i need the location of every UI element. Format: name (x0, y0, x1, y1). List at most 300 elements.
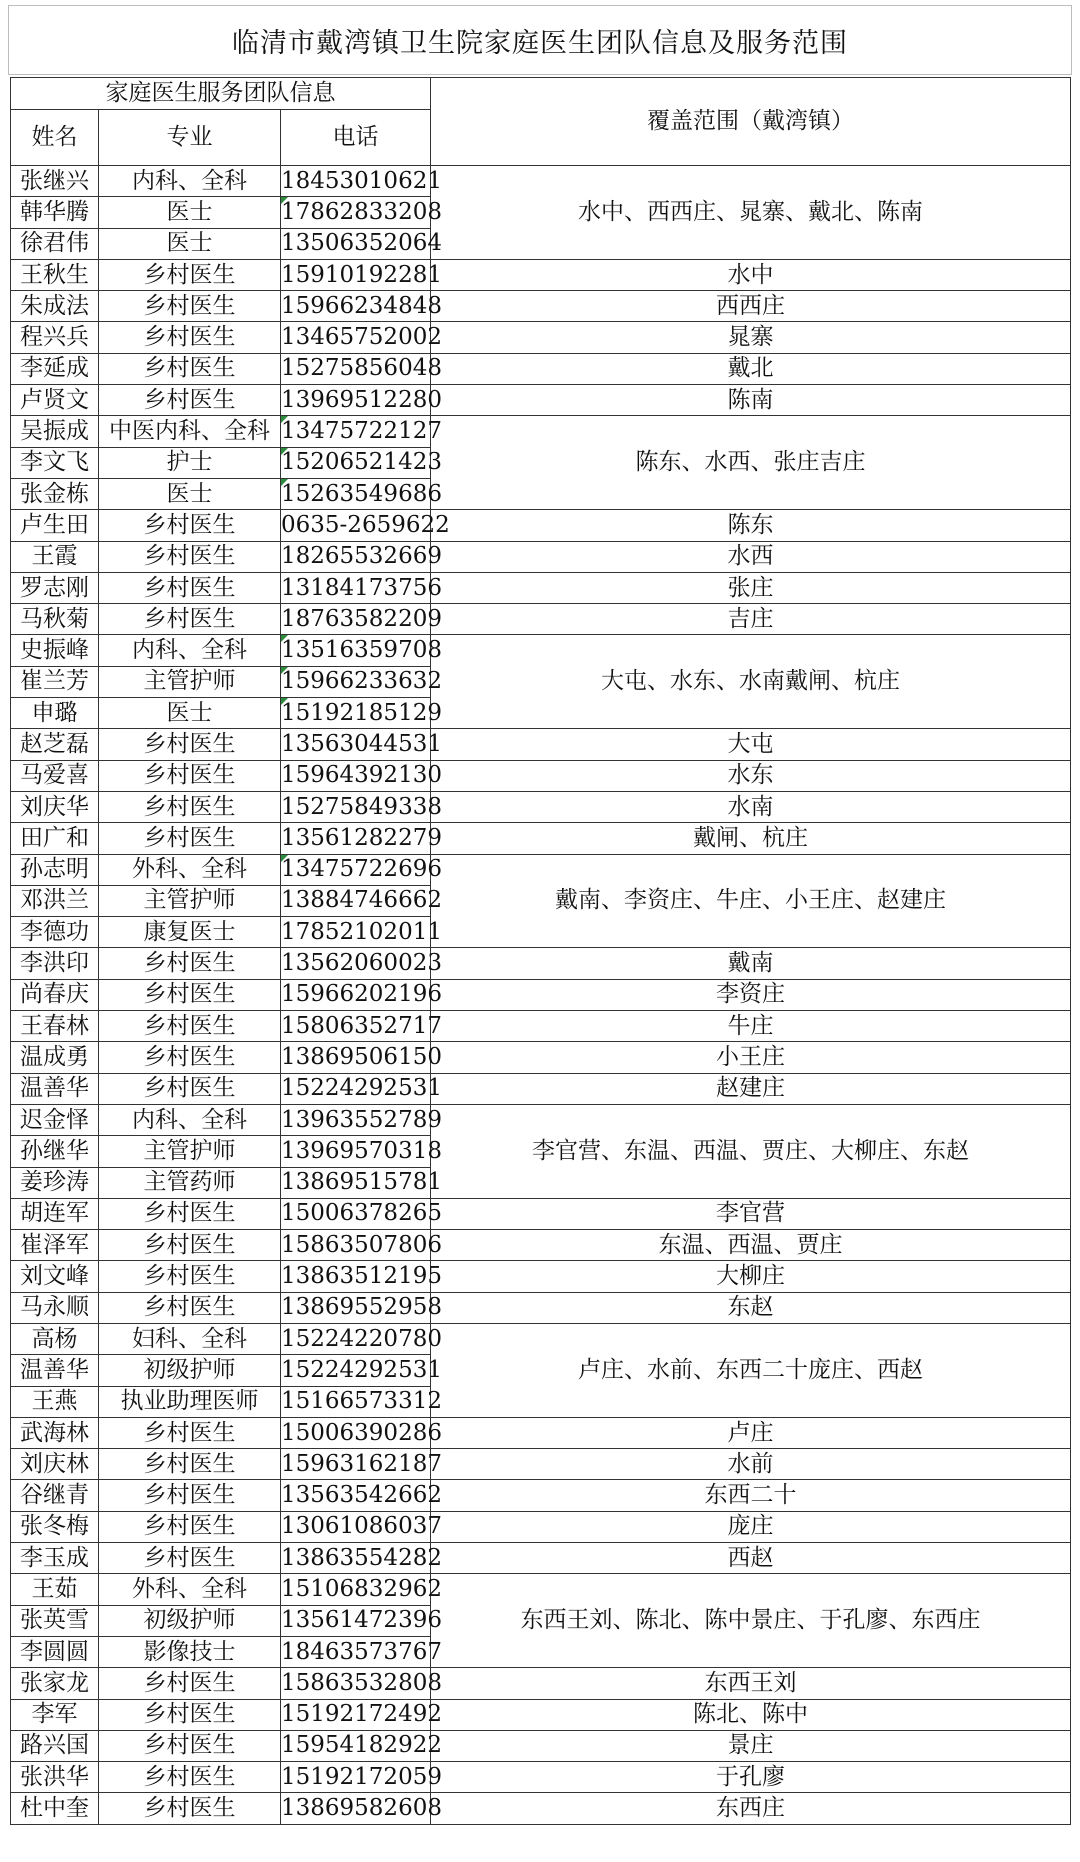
table-row (11, 1230, 1071, 1261)
cell-phone (281, 1699, 442, 1730)
cell-coverage: 东温、西温、贾庄 (431, 1230, 1071, 1261)
phone-number: 13969512280 (281, 386, 442, 413)
cell-name: 刘文峰 (11, 1261, 99, 1292)
cell-coverage: 戴南 (431, 948, 1071, 979)
table-row (11, 1730, 1071, 1761)
phone-number: 15192185129 (281, 699, 442, 726)
cell-phone (281, 228, 442, 259)
cell-name: 程兴兵 (11, 322, 99, 353)
cell-coverage: 李官营 (431, 1198, 1071, 1229)
cell-specialty: 乡村医生 (99, 729, 281, 760)
cell-name: 路兴国 (11, 1730, 99, 1761)
cell-coverage: 吉庄 (431, 604, 1071, 635)
cell-specialty: 乡村医生 (99, 1543, 281, 1574)
cell-phone (281, 885, 442, 916)
cell-phone (281, 823, 442, 854)
cell-coverage: 晁寨 (431, 322, 1071, 353)
cell-coverage: 东西王刘 (431, 1668, 1071, 1699)
cell-specialty: 医士 (99, 698, 281, 729)
cell-coverage: 陈南 (431, 385, 1071, 416)
phone-number: 15224292531 (281, 1356, 442, 1383)
cell-coverage: 李资庄 (431, 979, 1071, 1010)
phone-number: 0635-2659622 (281, 511, 450, 538)
cell-phone (281, 197, 442, 228)
cell-name: 卢贤文 (11, 385, 99, 416)
cell-comment-marker-icon (281, 698, 288, 705)
cell-specialty: 乡村医生 (99, 291, 281, 322)
table-row (11, 353, 1071, 384)
cell-name: 张冬梅 (11, 1511, 99, 1542)
cell-specialty: 乡村医生 (99, 1011, 281, 1042)
table-row (11, 729, 1071, 760)
cell-specialty: 乡村医生 (99, 1699, 281, 1730)
cell-phone (281, 572, 442, 603)
cell-name: 李玉成 (11, 1543, 99, 1574)
cell-specialty: 医士 (99, 197, 281, 228)
phone-number: 13475722127 (281, 418, 442, 445)
phone-number: 13184173756 (281, 574, 442, 601)
cell-name: 王秋生 (11, 259, 99, 290)
cell-name: 孙志明 (11, 854, 99, 885)
cell-name: 李洪印 (11, 948, 99, 979)
cell-specialty: 主管护师 (99, 885, 281, 916)
table-row (11, 385, 1071, 416)
cell-phone (281, 1042, 442, 1073)
cell-coverage: 大柳庄 (431, 1261, 1071, 1292)
table-row (11, 1449, 1071, 1480)
table-row (11, 791, 1071, 822)
cell-specialty: 乡村医生 (99, 948, 281, 979)
cell-specialty: 乡村医生 (99, 823, 281, 854)
table-row (11, 604, 1071, 635)
cell-specialty: 乡村医生 (99, 322, 281, 353)
cell-name: 高杨 (11, 1323, 99, 1354)
cell-phone (281, 1417, 442, 1448)
cell-phone (281, 1762, 442, 1793)
cell-coverage: 戴南、李资庄、牛庄、小王庄、赵建庄 (431, 854, 1071, 948)
cell-specialty: 乡村医生 (99, 1198, 281, 1229)
phone-number: 13963552789 (281, 1106, 442, 1133)
cell-phone (281, 917, 442, 948)
phone-number: 13863554282 (281, 1544, 442, 1571)
cell-phone (281, 1793, 442, 1824)
phone-number: 15966234848 (281, 292, 442, 319)
cell-coverage: 水中、西西庄、晁寨、戴北、陈南 (431, 166, 1071, 260)
cell-name: 胡连军 (11, 1198, 99, 1229)
table-row (11, 416, 1071, 447)
cell-name: 温善华 (11, 1355, 99, 1386)
cell-specialty: 乡村医生 (99, 510, 281, 541)
cell-specialty: 外科、全科 (99, 1574, 281, 1605)
phone-number: 13475722696 (281, 856, 442, 883)
phone-number: 13563044531 (281, 730, 442, 757)
phone-number: 15863507806 (281, 1231, 442, 1258)
table-row (11, 1261, 1071, 1292)
phone-number: 13863512195 (281, 1263, 442, 1290)
cell-coverage: 大屯、水东、水南戴闸、杭庄 (431, 635, 1071, 729)
table-row (11, 1511, 1071, 1542)
cell-specialty: 乡村医生 (99, 259, 281, 290)
table-row (11, 166, 1071, 197)
cell-name: 韩华腾 (11, 197, 99, 228)
cell-name: 朱成法 (11, 291, 99, 322)
cell-specialty: 乡村医生 (99, 1511, 281, 1542)
phone-number: 13869552958 (281, 1294, 442, 1321)
cell-name: 王霞 (11, 541, 99, 572)
cell-name: 孙继华 (11, 1136, 99, 1167)
cell-coverage: 水前 (431, 1449, 1071, 1480)
cell-name: 李文飞 (11, 447, 99, 478)
cell-name: 徐君伟 (11, 228, 99, 259)
cell-specialty: 乡村医生 (99, 1730, 281, 1761)
cell-specialty: 主管护师 (99, 666, 281, 697)
cell-phone (281, 322, 442, 353)
cell-name: 李军 (11, 1699, 99, 1730)
phone-number: 15106832962 (281, 1576, 442, 1602)
cell-phone (281, 1073, 442, 1104)
phone-number: 15966202196 (281, 981, 442, 1008)
phone-number: 15224292531 (281, 1075, 442, 1102)
cell-phone (281, 291, 442, 322)
cell-phone (281, 1261, 442, 1292)
cell-name: 田广和 (11, 823, 99, 854)
cell-specialty: 乡村医生 (99, 541, 281, 572)
cell-phone (281, 1355, 442, 1386)
cell-specialty: 乡村医生 (99, 760, 281, 791)
cell-phone (281, 1605, 442, 1636)
cell-phone (281, 854, 442, 885)
phone-number: 13561472396 (281, 1607, 442, 1634)
cell-comment-marker-icon (281, 479, 288, 486)
table-row (11, 1292, 1071, 1323)
table-row (11, 1480, 1071, 1511)
cell-coverage: 西西庄 (431, 291, 1071, 322)
phone-number: 15192172059 (281, 1763, 442, 1790)
cell-specialty: 乡村医生 (99, 1261, 281, 1292)
cell-specialty: 乡村医生 (99, 1668, 281, 1699)
cell-phone (281, 1636, 442, 1667)
cell-coverage: 于孔廖 (431, 1762, 1071, 1793)
table-row (11, 259, 1071, 290)
cell-name: 申璐 (11, 698, 99, 729)
table-row (11, 1699, 1071, 1730)
cell-phone (281, 541, 442, 572)
phone-number: 15964392130 (281, 762, 442, 789)
cell-specialty: 乡村医生 (99, 353, 281, 384)
phone-number: 18453010621 (281, 167, 442, 194)
cell-phone (281, 1230, 442, 1261)
cell-coverage: 东西二十 (431, 1480, 1071, 1511)
cell-specialty: 内科、全科 (99, 166, 281, 197)
cell-name: 王茹 (11, 1574, 99, 1605)
cell-coverage: 东西王刘、陈北、陈中景庄、于孔廖、东西庄 (431, 1574, 1071, 1668)
phone-number: 15006390286 (281, 1419, 442, 1446)
cell-coverage: 东赵 (431, 1292, 1071, 1323)
phone-number: 15966233632 (281, 668, 442, 695)
cell-phone (281, 259, 442, 290)
cell-phone (281, 1480, 442, 1511)
cell-specialty: 主管药师 (99, 1167, 281, 1198)
cell-specialty: 乡村医生 (99, 572, 281, 603)
cell-name: 王春林 (11, 1011, 99, 1042)
cell-coverage: 戴闸、杭庄 (431, 823, 1071, 854)
header-team-info: 家庭医生服务团队信息 (11, 78, 431, 110)
cell-phone (281, 1323, 442, 1354)
phone-number: 13869515781 (281, 1169, 442, 1196)
phone-number: 13506352064 (281, 230, 442, 257)
cell-comment-marker-icon (281, 416, 288, 423)
header-specialty: 专业 (99, 110, 281, 166)
cell-name: 史振峰 (11, 635, 99, 666)
cell-phone (281, 1011, 442, 1042)
team-table (10, 77, 1071, 1825)
cell-coverage: 小王庄 (431, 1042, 1071, 1073)
cell-specialty: 内科、全科 (99, 1104, 281, 1135)
cell-specialty: 中医内科、全科 (99, 416, 281, 447)
cell-name: 武海林 (11, 1417, 99, 1448)
cell-name: 温成勇 (11, 1042, 99, 1073)
phone-number: 15192172492 (281, 1701, 442, 1728)
cell-specialty: 初级护师 (99, 1605, 281, 1636)
cell-coverage: 水中 (431, 259, 1071, 290)
cell-name: 杜中奎 (11, 1793, 99, 1824)
cell-name: 李德功 (11, 917, 99, 948)
cell-phone (281, 604, 442, 635)
header-name: 姓名 (11, 110, 99, 166)
table-row (11, 1417, 1071, 1448)
table-row (11, 291, 1071, 322)
cell-phone (281, 1198, 442, 1229)
header-coverage: 覆盖范围（戴湾镇） (431, 78, 1071, 166)
cell-phone (281, 1574, 442, 1605)
cell-specialty: 妇科、全科 (99, 1323, 281, 1354)
cell-phone (281, 166, 442, 197)
phone-number: 15275856048 (281, 355, 442, 382)
cell-specialty: 乡村医生 (99, 1417, 281, 1448)
cell-coverage: 陈东、水西、张庄吉庄 (431, 416, 1071, 510)
cell-specialty: 乡村医生 (99, 791, 281, 822)
cell-phone (281, 416, 442, 447)
cell-name: 罗志刚 (11, 572, 99, 603)
cell-phone (281, 1292, 442, 1323)
cell-specialty: 乡村医生 (99, 1073, 281, 1104)
cell-coverage: 水南 (431, 791, 1071, 822)
table-row (11, 322, 1071, 353)
table-row (11, 854, 1071, 885)
cell-name: 吴振成 (11, 416, 99, 447)
cell-specialty: 乡村医生 (99, 1042, 281, 1073)
cell-name: 崔泽军 (11, 1230, 99, 1261)
cell-coverage: 陈北、陈中 (431, 1699, 1071, 1730)
table-row (11, 760, 1071, 791)
phone-number: 18463573767 (281, 1638, 442, 1665)
cell-name: 李圆圆 (11, 1636, 99, 1667)
cell-specialty: 内科、全科 (99, 635, 281, 666)
phone-number: 15263549686 (281, 480, 442, 507)
table-row (11, 1104, 1071, 1135)
cell-coverage: 赵建庄 (431, 1073, 1071, 1104)
cell-specialty: 乡村医生 (99, 1762, 281, 1793)
cell-comment-marker-icon (281, 448, 288, 455)
cell-specialty: 乡村医生 (99, 1292, 281, 1323)
cell-specialty: 医士 (99, 478, 281, 509)
cell-specialty: 乡村医生 (99, 1793, 281, 1824)
table-row (11, 1323, 1071, 1354)
cell-name: 姜珍涛 (11, 1167, 99, 1198)
cell-coverage: 水东 (431, 760, 1071, 791)
cell-name: 马永顺 (11, 1292, 99, 1323)
cell-name: 崔兰芳 (11, 666, 99, 697)
header-phone: 电话 (281, 110, 431, 166)
cell-phone (281, 1104, 442, 1135)
cell-name: 张家龙 (11, 1668, 99, 1699)
table-row (11, 1543, 1071, 1574)
cell-specialty: 外科、全科 (99, 854, 281, 885)
cell-coverage: 戴北 (431, 353, 1071, 384)
cell-phone (281, 791, 442, 822)
cell-name: 刘庆华 (11, 791, 99, 822)
cell-specialty: 医士 (99, 228, 281, 259)
phone-number: 13561282279 (281, 824, 442, 851)
cell-name: 谷继青 (11, 1480, 99, 1511)
phone-number: 15910192281 (281, 261, 442, 288)
phone-number: 17852102011 (281, 918, 442, 945)
cell-comment-marker-icon (281, 197, 288, 204)
table-row (11, 1793, 1071, 1824)
cell-name: 张金栋 (11, 478, 99, 509)
cell-specialty: 乡村医生 (99, 1449, 281, 1480)
cell-phone (281, 447, 442, 478)
phone-number: 13465752002 (281, 324, 442, 351)
phone-number: 13061086037 (281, 1513, 442, 1540)
phone-number: 15206521423 (281, 449, 442, 476)
cell-specialty: 乡村医生 (99, 604, 281, 635)
phone-number: 13516359708 (281, 637, 442, 664)
phone-number: 13563542662 (281, 1482, 442, 1509)
table-row (11, 1198, 1071, 1229)
cell-specialty: 影像技士 (99, 1636, 281, 1667)
cell-phone (281, 1511, 442, 1542)
cell-name: 迟金怿 (11, 1104, 99, 1135)
cell-coverage: 卢庄、水前、东西二十庞庄、西赵 (431, 1323, 1071, 1417)
cell-specialty: 乡村医生 (99, 1230, 281, 1261)
table-row (11, 541, 1071, 572)
phone-number: 15863532808 (281, 1669, 442, 1696)
cell-name: 李延成 (11, 353, 99, 384)
cell-phone (281, 666, 442, 697)
cell-comment-marker-icon (281, 855, 288, 862)
cell-phone (281, 760, 442, 791)
cell-name: 马爱喜 (11, 760, 99, 791)
cell-specialty: 乡村医生 (99, 1480, 281, 1511)
cell-coverage: 西赵 (431, 1543, 1071, 1574)
table-row (11, 510, 1071, 541)
phone-number: 13562060023 (281, 950, 442, 977)
phone-number: 15954182922 (281, 1732, 442, 1759)
cell-phone (281, 1386, 442, 1417)
cell-phone (281, 729, 442, 760)
cell-phone (281, 1449, 442, 1480)
table-row (11, 635, 1071, 666)
cell-specialty: 初级护师 (99, 1355, 281, 1386)
phone-number: 15275849338 (281, 793, 442, 820)
cell-specialty: 执业助理医师 (99, 1386, 281, 1417)
phone-number: 15963162187 (281, 1450, 442, 1477)
cell-specialty: 主管护师 (99, 1136, 281, 1167)
cell-phone (281, 478, 442, 509)
cell-phone (281, 1730, 442, 1761)
cell-coverage: 张庄 (431, 572, 1071, 603)
phone-number: 13969570318 (281, 1137, 442, 1164)
cell-coverage: 庞庄 (431, 1511, 1071, 1542)
phone-number: 13869582608 (281, 1795, 442, 1822)
phone-number: 18763582209 (281, 605, 442, 632)
cell-name: 张继兴 (11, 166, 99, 197)
table-row (11, 1762, 1071, 1793)
cell-phone (281, 979, 442, 1010)
phone-number: 13884746662 (281, 887, 442, 914)
cell-name: 赵芝磊 (11, 729, 99, 760)
table-row (11, 572, 1071, 603)
cell-specialty: 乡村医生 (99, 979, 281, 1010)
cell-name: 马秋菊 (11, 604, 99, 635)
cell-name: 尚春庆 (11, 979, 99, 1010)
cell-coverage: 东西庄 (431, 1793, 1071, 1824)
phone-number: 17862833208 (281, 198, 442, 225)
table-row (11, 1073, 1071, 1104)
cell-name: 张英雪 (11, 1605, 99, 1636)
cell-phone (281, 948, 442, 979)
cell-phone (281, 1136, 442, 1167)
cell-coverage: 牛庄 (431, 1011, 1071, 1042)
cell-name: 王燕 (11, 1386, 99, 1417)
cell-phone (281, 353, 442, 384)
cell-phone (281, 1668, 442, 1699)
cell-name: 邓洪兰 (11, 885, 99, 916)
table-row (11, 948, 1071, 979)
table-row (11, 823, 1071, 854)
cell-comment-marker-icon (281, 635, 288, 642)
cell-phone (281, 635, 442, 666)
table-row (11, 1574, 1071, 1605)
cell-name: 温善华 (11, 1073, 99, 1104)
cell-phone (281, 385, 442, 416)
phone-number: 15224220780 (281, 1325, 442, 1352)
cell-coverage: 陈东 (431, 510, 1071, 541)
cell-specialty: 护士 (99, 447, 281, 478)
cell-specialty: 康复医士 (99, 917, 281, 948)
cell-phone (281, 510, 450, 541)
table-row (11, 979, 1071, 1010)
cell-phone (281, 1543, 442, 1574)
cell-coverage: 水西 (431, 541, 1071, 572)
cell-comment-marker-icon (281, 667, 288, 674)
table-row (11, 1011, 1071, 1042)
phone-number: 13869506150 (281, 1043, 442, 1070)
cell-coverage: 景庄 (431, 1730, 1071, 1761)
phone-number: 15806352717 (281, 1012, 442, 1039)
cell-specialty: 乡村医生 (99, 385, 281, 416)
table-row (11, 1042, 1071, 1073)
phone-number: 15166573312 (281, 1388, 442, 1415)
cell-phone (281, 1167, 442, 1198)
phone-number: 15006378265 (281, 1200, 442, 1227)
cell-coverage: 李官营、东温、西温、贾庄、大柳庄、东赵 (431, 1104, 1071, 1198)
cell-name: 刘庆林 (11, 1449, 99, 1480)
cell-coverage: 大屯 (431, 729, 1071, 760)
page-title: 临清市戴湾镇卫生院家庭医生团队信息及服务范围 (8, 5, 1072, 75)
cell-phone (281, 698, 442, 729)
